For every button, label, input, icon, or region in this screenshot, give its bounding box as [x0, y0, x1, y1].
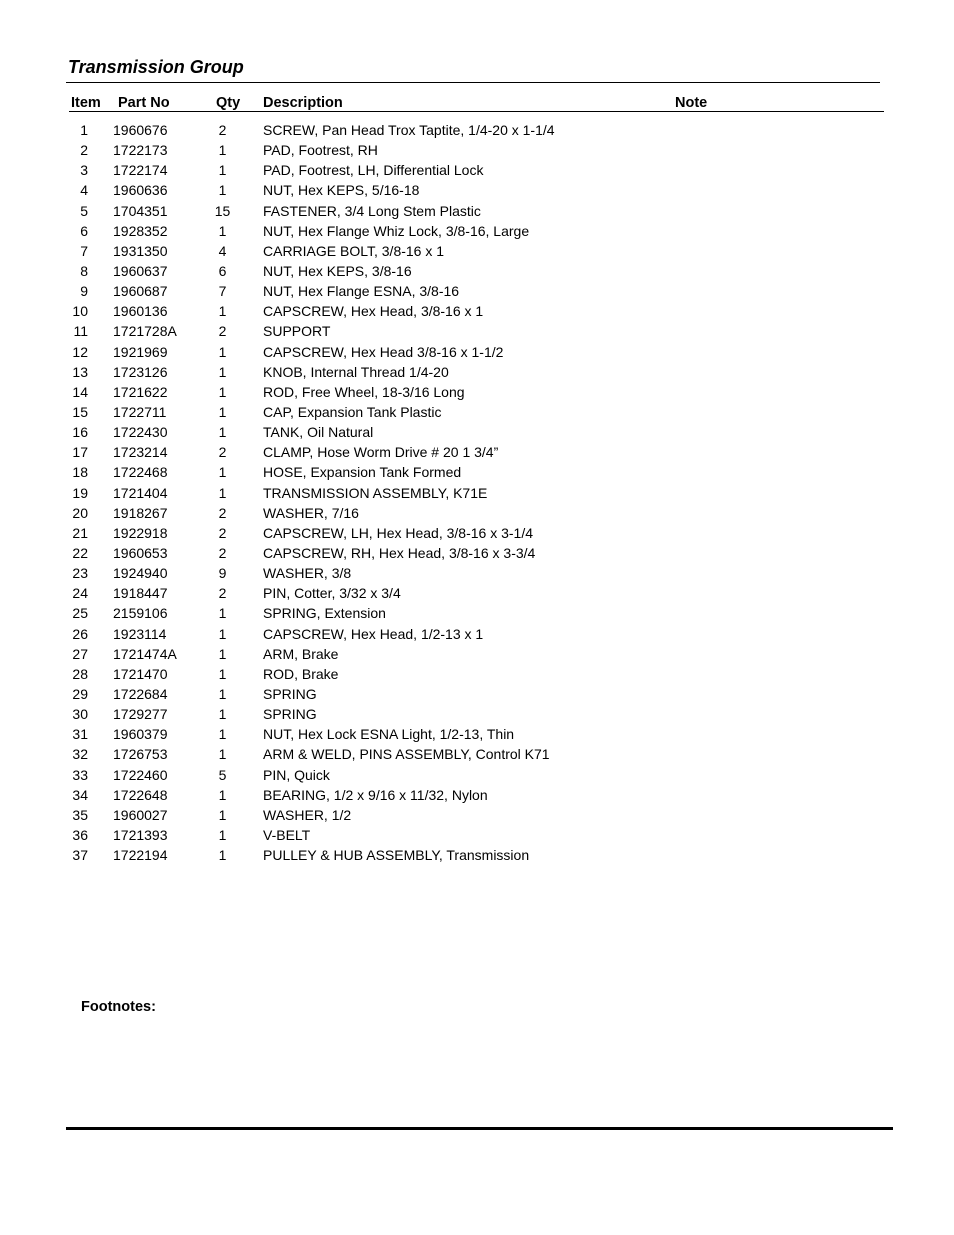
row-description: CAPSCREW, LH, Hex Head, 3/8-16 x 3-1/4: [263, 524, 533, 541]
row-item-number: 31: [72, 726, 88, 743]
row-part-number: 1721470: [113, 665, 168, 682]
row-description: CLAMP, Hose Worm Drive # 20 1 3/4”: [263, 444, 499, 461]
row-description: HOSE, Expansion Tank Formed: [263, 464, 462, 481]
row-item-number: 25: [72, 605, 88, 622]
table-row: [0, 504, 954, 524]
row-quantity: 1: [218, 685, 227, 702]
row-item-number: 17: [72, 444, 88, 461]
row-quantity: 2: [218, 122, 227, 138]
row-description: ARM, Brake: [263, 645, 339, 662]
row-part-number: 1722684: [113, 685, 168, 702]
table-row: [0, 524, 954, 544]
table-row: [0, 181, 954, 201]
row-description: ROD, Brake: [263, 665, 339, 682]
table-row: [0, 222, 954, 242]
row-description: WASHER, 7/16: [263, 504, 359, 521]
table-row: [0, 584, 954, 604]
table-row: [0, 463, 954, 483]
column-header-qty: Qty: [216, 95, 241, 111]
row-quantity: 1: [218, 403, 227, 420]
row-quantity: 1: [218, 826, 227, 843]
table-row: [0, 383, 954, 403]
row-part-number: 1721622: [113, 383, 168, 400]
row-quantity: 15: [214, 202, 231, 219]
row-part-number: 1722194: [113, 847, 168, 864]
row-part-number: 1931350: [113, 242, 168, 259]
row-quantity: 2: [218, 585, 227, 602]
row-item-number: 13: [72, 363, 88, 380]
table-row: [0, 544, 954, 564]
row-quantity: 1: [218, 303, 227, 320]
table-row: [0, 484, 954, 504]
table-row: [0, 766, 954, 786]
row-item-number: 6: [80, 222, 88, 239]
table-row: [0, 443, 954, 463]
row-quantity: 1: [218, 424, 227, 441]
row-item-number: 36: [72, 826, 88, 843]
row-quantity: 1: [218, 625, 227, 642]
row-quantity: 6: [218, 262, 227, 279]
row-item-number: 20: [72, 504, 88, 521]
row-part-number: 1722648: [113, 786, 168, 803]
row-part-number: 1923114: [113, 625, 167, 642]
row-description: SPRING: [263, 706, 317, 723]
table-row: [0, 564, 954, 584]
row-item-number: 1: [80, 122, 88, 138]
table-row: [0, 121, 954, 141]
row-item-number: 16: [72, 424, 88, 441]
table-row: [0, 725, 954, 745]
row-item-number: 4: [80, 182, 88, 199]
row-quantity: 1: [218, 706, 227, 723]
row-item-number: 30: [72, 706, 88, 723]
footer-divider: [66, 1127, 893, 1130]
table-row: [0, 806, 954, 826]
row-part-number: 1960653: [113, 544, 168, 561]
table-row: [0, 786, 954, 806]
row-quantity: 1: [218, 806, 227, 823]
row-item-number: 11: [73, 323, 88, 340]
column-header-item: Item: [71, 95, 101, 111]
table-row: [0, 645, 954, 665]
table-row: [0, 705, 954, 725]
row-description: PIN, Cotter, 3/32 x 3/4: [263, 585, 401, 602]
row-part-number: 1721404: [113, 484, 168, 501]
table-row: [0, 161, 954, 181]
row-part-number: 1704351: [113, 202, 168, 219]
row-description: CARRIAGE BOLT, 3/8-16 x 1: [263, 242, 445, 259]
row-description: BEARING, 1/2 x 9/16 x 11/32, Nylon: [263, 786, 488, 803]
table-row: [0, 423, 954, 443]
row-item-number: 28: [72, 665, 88, 682]
row-part-number: 1722468: [113, 464, 168, 481]
table-row: [0, 685, 954, 705]
row-description: SPRING, Extension: [263, 605, 386, 622]
row-quantity: 1: [218, 222, 227, 239]
row-part-number: 2159106: [113, 605, 168, 622]
row-description: ROD, Free Wheel, 18-3/16 Long: [263, 383, 465, 400]
row-description: CAPSCREW, Hex Head, 3/8-16 x 1: [263, 303, 484, 320]
row-description: CAP, Expansion Tank Plastic: [263, 403, 442, 420]
row-part-number: 1721393: [113, 826, 168, 843]
row-quantity: 1: [218, 343, 227, 360]
row-quantity: 1: [218, 162, 227, 179]
row-description: TRANSMISSION ASSEMBLY, K71E: [263, 484, 488, 501]
row-description: ARM & WELD, PINS ASSEMBLY, Control K71: [263, 746, 550, 763]
row-part-number: 1722430: [113, 424, 168, 441]
row-description: KNOB, Internal Thread 1/4-20: [263, 363, 449, 380]
row-quantity: 1: [218, 484, 227, 501]
row-part-number: 1921969: [113, 343, 168, 360]
table-row: [0, 363, 954, 383]
row-quantity: 1: [218, 383, 227, 400]
row-item-number: 19: [72, 484, 88, 501]
row-item-number: 2: [80, 142, 88, 159]
row-part-number: 1726753: [113, 746, 168, 763]
row-description: SCREW, Pan Head Trox Taptite, 1/4-20 x 1-1/4: [263, 122, 555, 138]
row-item-number: 12: [72, 343, 88, 360]
row-item-number: 14: [72, 383, 88, 400]
row-quantity: 1: [218, 645, 227, 662]
title-divider: [66, 82, 880, 83]
table-row: [0, 202, 954, 222]
row-quantity: 2: [218, 544, 227, 561]
column-header-part-no: Part No: [118, 95, 170, 111]
row-quantity: 1: [218, 665, 227, 682]
row-item-number: 10: [72, 303, 88, 320]
row-item-number: 5: [80, 202, 88, 219]
row-part-number: 1960687: [113, 283, 168, 300]
row-description: NUT, Hex KEPS, 3/8-16: [263, 262, 412, 279]
table-row: [0, 302, 954, 322]
row-part-number: 1722173: [113, 142, 168, 159]
row-quantity: 2: [218, 323, 227, 340]
row-quantity: 1: [218, 746, 227, 763]
row-description: SPRING: [263, 685, 317, 702]
row-description: WASHER, 3/8: [263, 565, 352, 582]
row-description: SUPPORT: [263, 323, 331, 340]
row-quantity: 1: [218, 464, 227, 481]
row-item-number: 15: [72, 403, 88, 420]
row-description: TANK, Oil Natural: [263, 424, 374, 441]
table-row: [0, 242, 954, 262]
row-item-number: 26: [72, 625, 88, 642]
column-header-description: Description: [263, 95, 343, 111]
row-description: CAPSCREW, Hex Head 3/8-16 x 1-1/2: [263, 343, 504, 360]
row-quantity: 2: [218, 504, 227, 521]
row-item-number: 9: [80, 283, 88, 300]
row-description: NUT, Hex Flange ESNA, 3/8-16: [263, 283, 460, 300]
row-description: NUT, Hex KEPS, 5/16-18: [263, 182, 420, 199]
header-divider: [69, 111, 884, 112]
row-part-number: 1924940: [113, 565, 168, 582]
row-item-number: 8: [80, 262, 88, 279]
row-quantity: 1: [218, 182, 227, 199]
row-quantity: 9: [218, 565, 227, 582]
row-part-number: 1729277: [113, 706, 168, 723]
row-part-number: 1960027: [113, 806, 168, 823]
row-item-number: 23: [72, 565, 88, 582]
row-part-number: 1922918: [113, 524, 168, 541]
table-row: [0, 826, 954, 846]
row-item-number: 27: [72, 645, 88, 662]
table-row: [0, 745, 954, 765]
row-part-number: 1960637: [113, 262, 168, 279]
row-item-number: 22: [72, 544, 88, 561]
row-part-number: 1723214: [113, 444, 168, 461]
row-item-number: 32: [72, 746, 88, 763]
table-row: [0, 625, 954, 645]
row-part-number: 1960636: [113, 182, 168, 199]
row-part-number: 1928352: [113, 222, 168, 239]
row-description: CAPSCREW, Hex Head, 1/2-13 x 1: [263, 625, 484, 642]
row-item-number: 21: [72, 524, 88, 541]
row-item-number: 34: [72, 786, 88, 803]
row-part-number: 1722174: [113, 162, 168, 179]
table-row: [0, 282, 954, 302]
table-row: [0, 141, 954, 161]
row-description: FASTENER, 3/4 Long Stem Plastic: [263, 202, 481, 219]
parts-table-body: [0, 121, 954, 866]
row-quantity: 1: [218, 847, 227, 864]
table-row: [0, 322, 954, 342]
row-part-number: 1918447: [113, 585, 168, 602]
row-description: NUT, Hex Lock ESNA Light, 1/2-13, Thin: [263, 726, 515, 743]
row-item-number: 37: [72, 847, 88, 864]
row-part-number: 1722711: [113, 403, 167, 420]
table-row: [0, 262, 954, 282]
row-quantity: 1: [218, 142, 227, 159]
row-description: NUT, Hex Flange Whiz Lock, 3/8-16, Large: [263, 222, 530, 239]
table-row: [0, 665, 954, 685]
row-quantity: 4: [218, 242, 227, 259]
row-part-number: 1722460: [113, 766, 168, 783]
row-item-number: 7: [80, 242, 88, 259]
row-item-number: 33: [72, 766, 88, 783]
row-part-number: 1960136: [113, 303, 168, 320]
row-part-number: 1721728A: [113, 323, 177, 340]
footnotes-label: Footnotes:: [81, 999, 156, 1015]
table-row: [0, 343, 954, 363]
row-quantity: 1: [218, 605, 227, 622]
row-quantity: 1: [218, 726, 227, 743]
row-description: CAPSCREW, RH, Hex Head, 3/8-16 x 3-3/4: [263, 544, 536, 561]
row-quantity: 1: [218, 363, 227, 380]
row-description: PIN, Quick: [263, 766, 330, 783]
row-description: PAD, Footrest, RH: [263, 142, 378, 159]
row-description: V-BELT: [263, 826, 311, 843]
table-row: [0, 604, 954, 624]
row-item-number: 29: [72, 685, 88, 702]
row-description: PULLEY & HUB ASSEMBLY, Transmission: [263, 847, 530, 864]
row-quantity: 1: [218, 786, 227, 803]
row-part-number: 1723126: [113, 363, 168, 380]
table-row: [0, 403, 954, 423]
row-description: PAD, Footrest, LH, Differential Lock: [263, 162, 484, 179]
row-part-number: 1918267: [113, 504, 168, 521]
row-quantity: 5: [218, 766, 227, 783]
row-description: WASHER, 1/2: [263, 806, 352, 823]
row-part-number: 1960676: [113, 122, 168, 138]
row-quantity: 2: [218, 444, 227, 461]
table-row: [0, 846, 954, 866]
row-quantity: 7: [218, 283, 227, 300]
column-header-note: Note: [675, 95, 708, 111]
row-part-number: 1721474A: [113, 645, 177, 662]
row-quantity: 2: [218, 524, 227, 541]
page-title: Transmission Group: [68, 57, 244, 77]
row-item-number: 35: [72, 806, 88, 823]
row-item-number: 3: [80, 162, 88, 179]
row-item-number: 24: [72, 585, 88, 602]
row-item-number: 18: [72, 464, 88, 481]
row-part-number: 1960379: [113, 726, 168, 743]
